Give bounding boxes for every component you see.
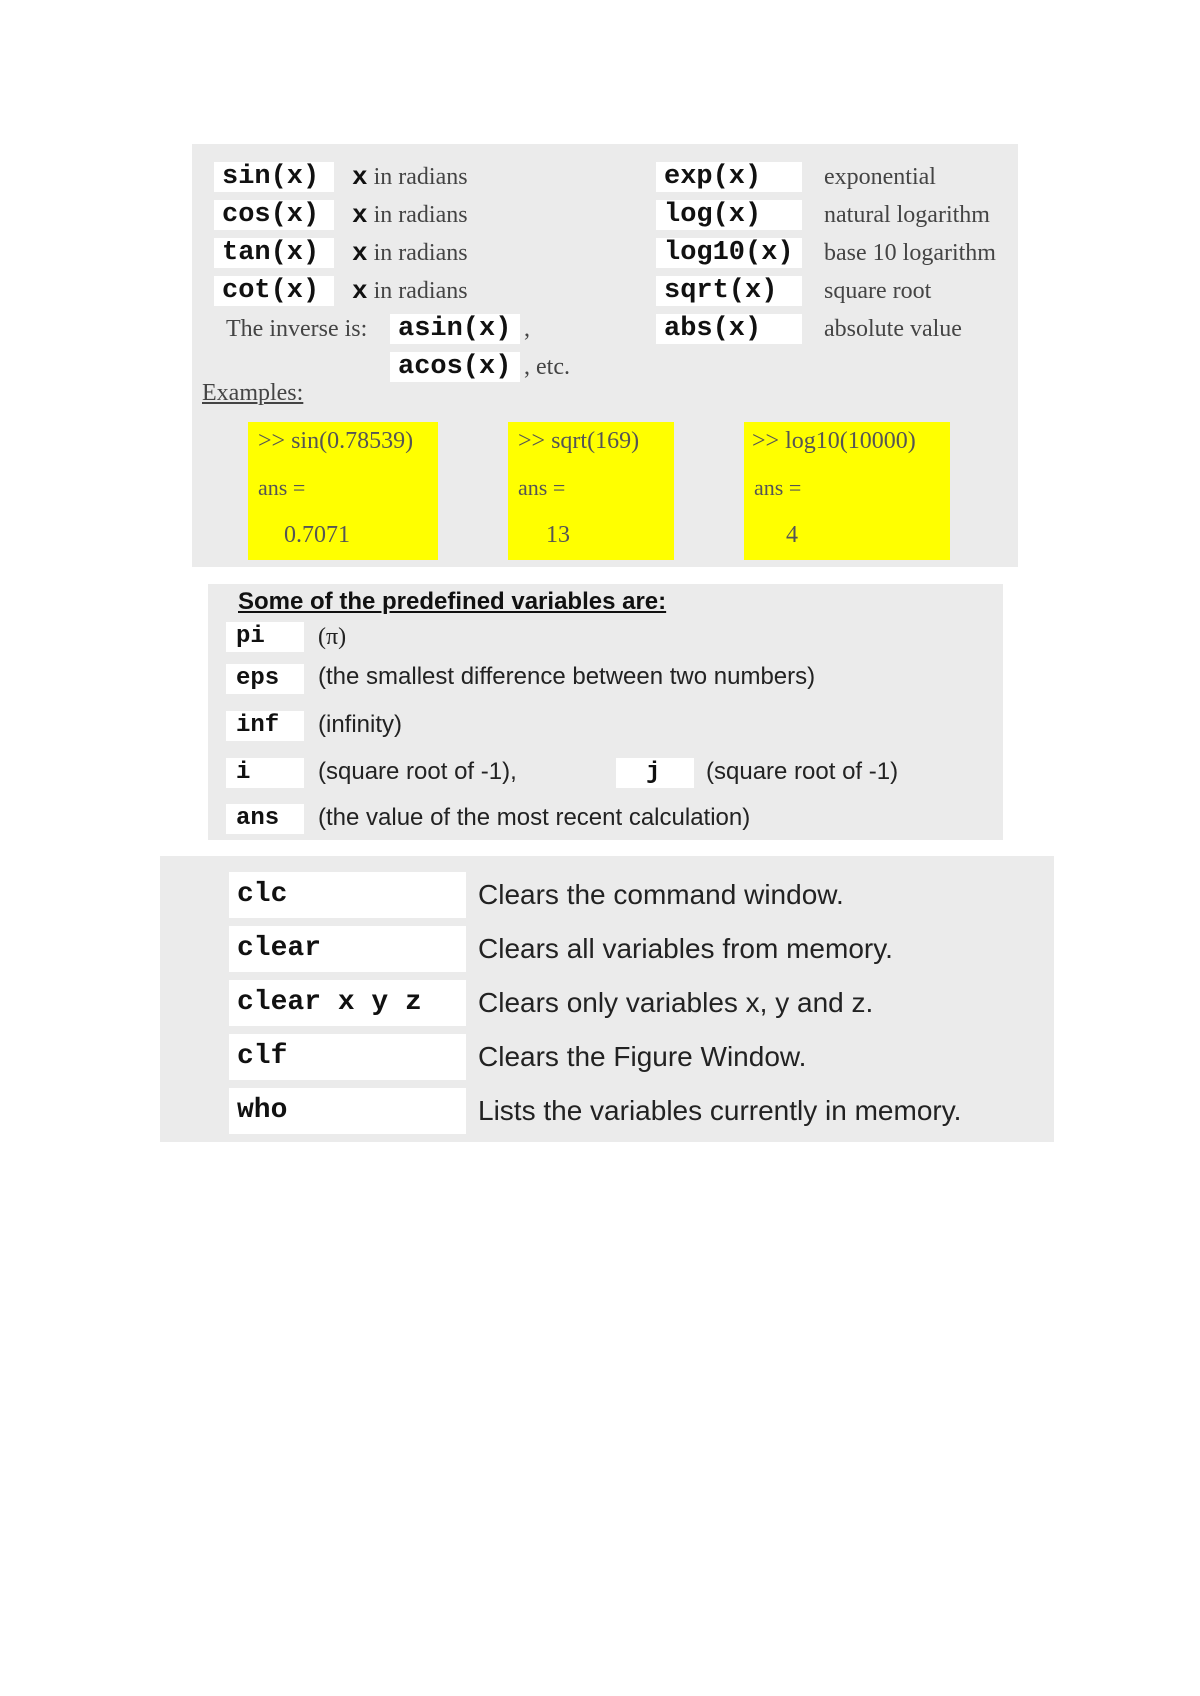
var-desc: (infinity) <box>318 711 403 738</box>
var-code: j <box>646 759 661 786</box>
var-code-box <box>616 758 694 788</box>
fn-arg: x <box>352 162 368 192</box>
fn-desc: exponential <box>824 164 936 190</box>
fn-code: sqrt(x) <box>664 276 778 306</box>
var-code-box <box>226 711 304 741</box>
variables-title: Some of the predefined variables are: <box>238 588 667 615</box>
fn-desc: absolute value <box>824 316 962 342</box>
fn-code: log10(x) <box>664 238 794 268</box>
var-code: eps <box>236 665 280 692</box>
predefined-variables-panel <box>208 584 1003 840</box>
fn-desc-text: in radians <box>367 278 468 304</box>
cmd-code: who <box>237 1095 288 1126</box>
example-ans-label: ans = <box>258 475 306 500</box>
var-code: pi <box>236 623 265 650</box>
commands-panel <box>160 856 1054 1142</box>
fn-code-box <box>656 238 802 268</box>
fn-code-box <box>656 314 802 344</box>
var-code: inf <box>236 712 280 739</box>
fn-desc: square root <box>824 278 932 304</box>
example-command: >> log10(10000) <box>752 428 916 454</box>
example-value: 13 <box>546 522 570 548</box>
functions-panel <box>192 144 1018 567</box>
cmd-code-box <box>229 926 466 972</box>
fn-desc <box>352 162 468 192</box>
fn-code: tan(x) <box>222 238 320 268</box>
fn-code-box <box>656 276 802 306</box>
inverse-code: acos(x) <box>398 352 512 382</box>
var-code-box <box>226 804 304 834</box>
fn-code-box <box>390 352 520 382</box>
fn-desc <box>352 276 468 306</box>
example-value: 4 <box>786 522 798 548</box>
example-ans-label: ans = <box>518 475 566 500</box>
examples-label: Examples: <box>202 380 304 406</box>
cmd-desc: Clears all variables from memory. <box>478 933 893 964</box>
var-desc: (the smallest difference between two numbers) <box>318 663 816 690</box>
fn-desc: natural logarithm <box>824 202 990 228</box>
fn-code: abs(x) <box>664 314 762 344</box>
fn-code-box <box>390 314 520 344</box>
var-code: ans <box>236 805 280 832</box>
cmd-code-box <box>229 1034 466 1080</box>
cmd-code-box <box>229 1088 466 1134</box>
fn-code-box <box>214 238 334 268</box>
cmd-desc: Lists the variables currently in memory. <box>478 1095 962 1126</box>
inverse-etc: , etc. <box>524 354 570 380</box>
fn-code: cos(x) <box>222 200 320 230</box>
fn-code-box <box>656 162 802 192</box>
var-desc: (square root of -1), <box>318 758 517 785</box>
fn-code: log(x) <box>664 200 762 230</box>
var-code-box <box>226 758 304 788</box>
cmd-code: clear x y z <box>237 987 422 1018</box>
example-box <box>248 422 438 560</box>
fn-arg: x <box>352 200 368 230</box>
var-code: i <box>236 759 251 786</box>
fn-desc-text: in radians <box>367 202 468 228</box>
fn-code-box <box>214 200 334 230</box>
inverse-separator: , <box>524 316 530 342</box>
cmd-desc: Clears the command window. <box>478 879 844 910</box>
example-command: >> sin(0.78539) <box>258 428 414 454</box>
cmd-desc: Clears the Figure Window. <box>478 1041 807 1072</box>
fn-desc <box>352 238 468 268</box>
example-ans-label: ans = <box>754 475 802 500</box>
cmd-code: clear <box>237 933 322 964</box>
fn-desc-text: in radians <box>367 164 468 190</box>
cmd-code: clc <box>237 879 288 910</box>
example-command: >> sqrt(169) <box>518 428 640 454</box>
fn-desc-text: in radians <box>367 240 468 266</box>
cmd-code: clf <box>237 1041 288 1072</box>
inverse-code: asin(x) <box>398 314 512 344</box>
fn-code: exp(x) <box>664 162 762 192</box>
fn-code-box <box>214 162 334 192</box>
example-box <box>508 422 674 560</box>
fn-arg: x <box>352 238 368 268</box>
cmd-code-box <box>229 872 466 918</box>
inverse-label: The inverse is: <box>226 316 368 342</box>
fn-desc: base 10 logarithm <box>824 240 996 266</box>
fn-code: sin(x) <box>222 162 320 192</box>
example-value: 0.7071 <box>284 522 350 548</box>
fn-arg: x <box>352 276 368 306</box>
cmd-code-box <box>229 980 466 1026</box>
var-code-box <box>226 622 304 652</box>
fn-code-box <box>214 276 334 306</box>
var-code-box <box>226 664 304 694</box>
example-box <box>744 422 950 560</box>
fn-desc <box>352 200 468 230</box>
cmd-desc: Clears only variables x, y and z. <box>478 987 874 1018</box>
var-desc: (π) <box>318 624 347 650</box>
fn-code: cot(x) <box>222 276 320 306</box>
var-desc: (the value of the most recent calculation) <box>318 804 751 831</box>
fn-code-box <box>656 200 802 230</box>
var-desc: (square root of -1) <box>706 758 899 785</box>
